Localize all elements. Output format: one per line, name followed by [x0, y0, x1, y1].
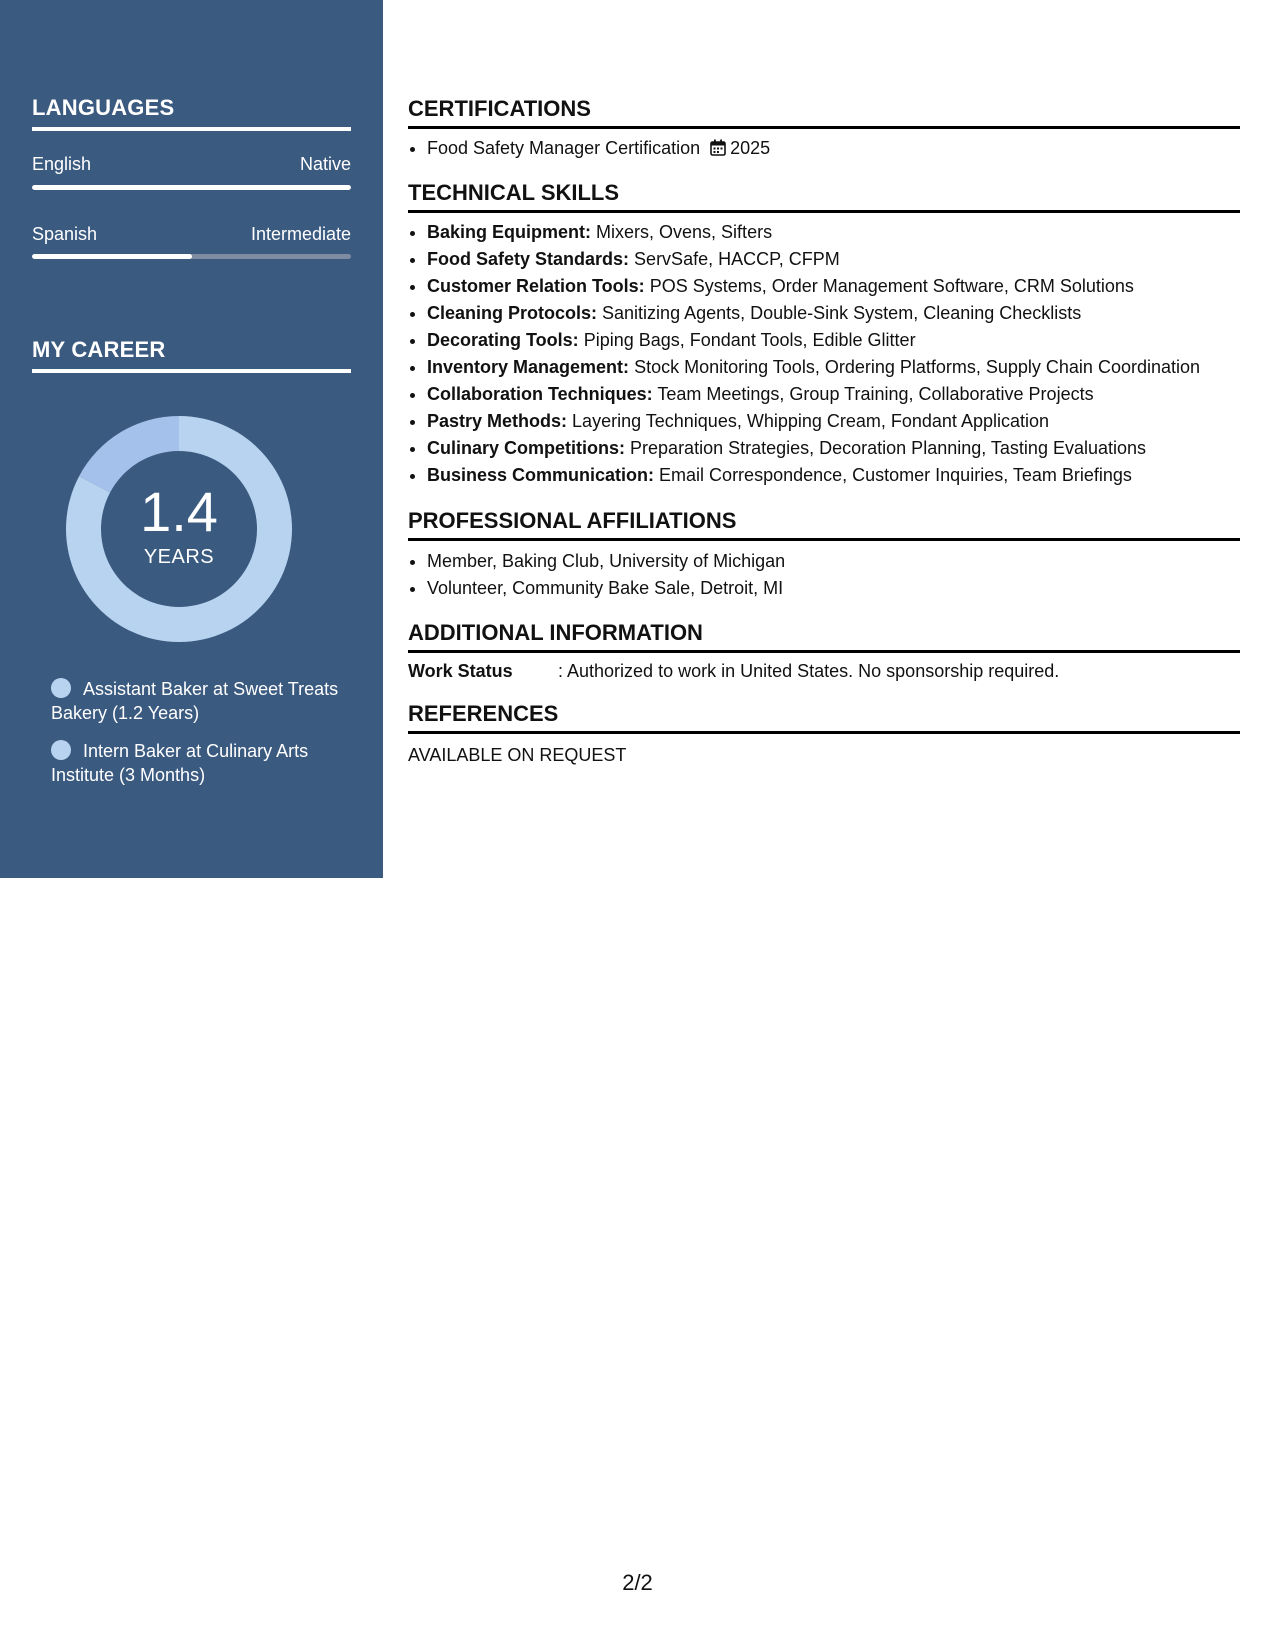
- skill-label: Business Communication:: [427, 465, 655, 485]
- language-bar-fill: [32, 185, 351, 190]
- skill-value: Sanitizing Agents, Double-Sink System, Cleaning Checklists: [602, 303, 1082, 323]
- language-level: Intermediate: [250, 224, 351, 244]
- affiliations-list: [408, 548, 1240, 602]
- info-label: Work Status: [408, 661, 513, 681]
- language-row-spanish: [32, 224, 351, 245]
- language-name: Spanish: [32, 224, 98, 244]
- calendar-icon: [710, 139, 726, 156]
- skill-label: Decorating Tools:: [427, 330, 579, 350]
- references-heading: REFERENCES: [408, 701, 1240, 734]
- career-donut-chart: [66, 416, 292, 642]
- career-total-value: 1.4: [140, 479, 218, 543]
- skill-value: POS Systems, Order Management Software, CRM Solutions: [649, 276, 1134, 296]
- certification-name: Food Safety Manager Certification: [427, 138, 701, 158]
- career-dot-icon: [51, 678, 71, 698]
- list-item: [427, 300, 1240, 327]
- languages-heading: LANGUAGES: [32, 95, 351, 131]
- skill-value: Stock Monitoring Tools, Ordering Platforms, Supply Chain Coordination: [634, 357, 1201, 377]
- info-value: : Authorized to work in United States. No sponsorship required.: [558, 661, 1060, 681]
- skill-label: Food Safety Standards:: [427, 249, 630, 269]
- skill-value: Mixers, Ovens, Sifters: [596, 222, 773, 242]
- additional-info-heading: ADDITIONAL INFORMATION: [408, 620, 1240, 653]
- list-item: [427, 135, 1240, 162]
- skill-label: Customer Relation Tools:: [427, 276, 645, 296]
- career-item-label: Assistant Baker at Sweet Treats Bakery (1.2 Years): [51, 679, 339, 723]
- technical-skills-list: [408, 219, 1240, 489]
- list-item: [427, 435, 1240, 462]
- skill-label: Baking Equipment:: [427, 222, 592, 242]
- career-heading: MY CAREER: [32, 337, 351, 373]
- list-item: [427, 273, 1240, 300]
- list-item: [427, 327, 1240, 354]
- list-item: [427, 381, 1240, 408]
- certifications-list: [408, 135, 1240, 162]
- skill-value: Piping Bags, Fondant Tools, Edible Glitter: [583, 330, 916, 350]
- list-item: [427, 408, 1240, 435]
- language-row-english: [32, 154, 351, 175]
- skill-value: Team Meetings, Group Training, Collaborative Projects: [657, 384, 1094, 404]
- career-total-unit: YEARS: [143, 545, 215, 568]
- career-donut-center: [66, 416, 292, 642]
- skill-label: Collaboration Techniques:: [427, 384, 653, 404]
- certifications-heading: CERTIFICATIONS: [408, 96, 1240, 129]
- language-bar-english: [32, 185, 351, 190]
- career-item-label: Intern Baker at Culinary Arts Institute (3 Months): [51, 741, 309, 785]
- certification-year: 2025: [730, 138, 771, 158]
- list-item: [427, 354, 1240, 381]
- references-text: AVAILABLE ON REQUEST: [408, 745, 627, 765]
- skill-value: Email Correspondence, Customer Inquiries, Team Briefings: [659, 465, 1132, 485]
- skill-label: Inventory Management:: [427, 357, 630, 377]
- list-item: [427, 246, 1240, 273]
- language-level: Native: [299, 154, 351, 174]
- language-bar-fill: [32, 254, 192, 259]
- language-bar-spanish: [32, 254, 351, 259]
- list-item: [427, 219, 1240, 246]
- sidebar: [0, 0, 383, 878]
- technical-skills-heading: TECHNICAL SKILLS: [408, 180, 1240, 213]
- list-item: • Volunteer, Community Bake Sale, Detroit, MI: [427, 575, 1240, 602]
- skill-value: Preparation Strategies, Decoration Planning, Tasting Evaluations: [630, 438, 1147, 458]
- skill-value: ServSafe, HACCP, CFPM: [634, 249, 840, 269]
- skill-value: Layering Techniques, Whipping Cream, Fondant Application: [572, 411, 1050, 431]
- career-item: [51, 739, 341, 787]
- affiliations-heading: PROFESSIONAL AFFILIATIONS: [408, 508, 1240, 541]
- skill-label: Pastry Methods:: [427, 411, 568, 431]
- career-dot-icon: [51, 740, 71, 760]
- page-number: 2/2: [622, 1570, 653, 1595]
- list-item: [427, 462, 1240, 489]
- skill-label: Cleaning Protocols:: [427, 303, 598, 323]
- work-status-row: [408, 661, 1240, 682]
- language-name: English: [32, 154, 92, 174]
- skill-label: Culinary Competitions:: [427, 438, 626, 458]
- career-item: [51, 677, 341, 725]
- list-item: • Member, Baking Club, University of Michigan: [427, 548, 1240, 575]
